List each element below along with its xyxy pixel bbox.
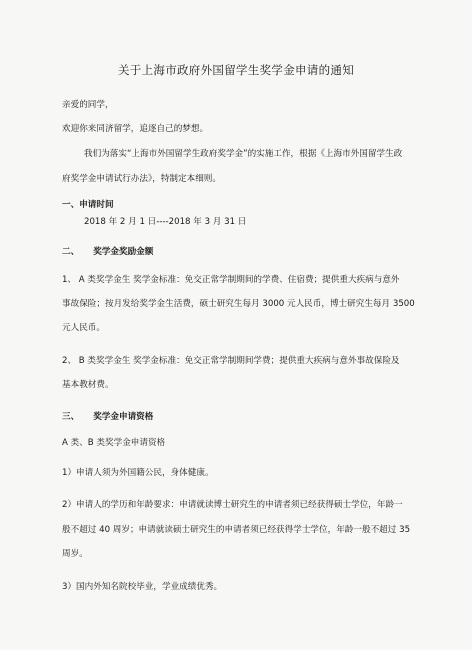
eligibility-item-1: 1）申请人须为外国籍公民，身体健康。 — [62, 468, 214, 478]
eligibility-subheading: A 类、B 类奖学金申请资格 — [62, 438, 166, 448]
greeting: 亲爱的同学， — [62, 100, 114, 110]
item-a-line-1: 1、 A 类奖学金生 奖学金标准：免交正常学制期间的学费、住宿费；提供重大疾病与意外 — [62, 275, 400, 285]
eligibility-item-2-line-3: 周岁。 — [62, 549, 88, 559]
item-b-line-1: 2、 B 类奖学金生 奖学金标准：免交正常学制期间学费；提供重大疾病与意外事故保险及 — [62, 356, 400, 366]
item-b-line-2: 基本教材费。 — [62, 380, 114, 390]
section-3-title: 奖学金申请资格 — [93, 412, 154, 422]
item-a-line-2: 事故保险；按月发给奖学金生活费，硕士研究生每月 3000 元人民币，博士研究生每月 3500 — [62, 299, 415, 309]
intro-line-1: 我们为落实“上海市外国留学生政府奖学金”的实施工作，根据《上海市外国留学生政 — [84, 149, 403, 159]
eligibility-item-2-line-1: 2）申请人的学历和年龄要求：申请就读博士研究生的申请者须已经获得硕士学位，年龄一 — [62, 500, 403, 510]
section-2-title: 奖学金奖励金额 — [93, 247, 154, 257]
section-2-heading — [62, 245, 153, 257]
section-1-heading: 一、申请时间 — [62, 200, 114, 210]
item-a-line-3: 元人民币。 — [62, 323, 105, 333]
section-2-number: 二、 — [62, 247, 80, 257]
section-3-heading — [62, 410, 153, 422]
eligibility-item-2-line-2: 般不超过 40 周岁；申请就读硕士研究生的申请者须已经获得学士学位，年龄一般不超过 35 — [62, 525, 411, 535]
welcome-text: 欢迎你来同济留学，追逐自己的梦想。 — [62, 124, 209, 134]
section-3-number: 三、 — [62, 412, 80, 422]
intro-line-2: 府奖学金申请试行办法》，特制定本细则。 — [62, 174, 221, 184]
application-dates: 2018 年 2 月 1 日----2018 年 3 月 31 日 — [84, 217, 247, 227]
document-title: 关于上海市政府外国留学生奖学金申请的通知 — [118, 63, 354, 77]
eligibility-item-3: 3）国内外知名院校毕业，学业成绩优秀。 — [62, 582, 223, 592]
